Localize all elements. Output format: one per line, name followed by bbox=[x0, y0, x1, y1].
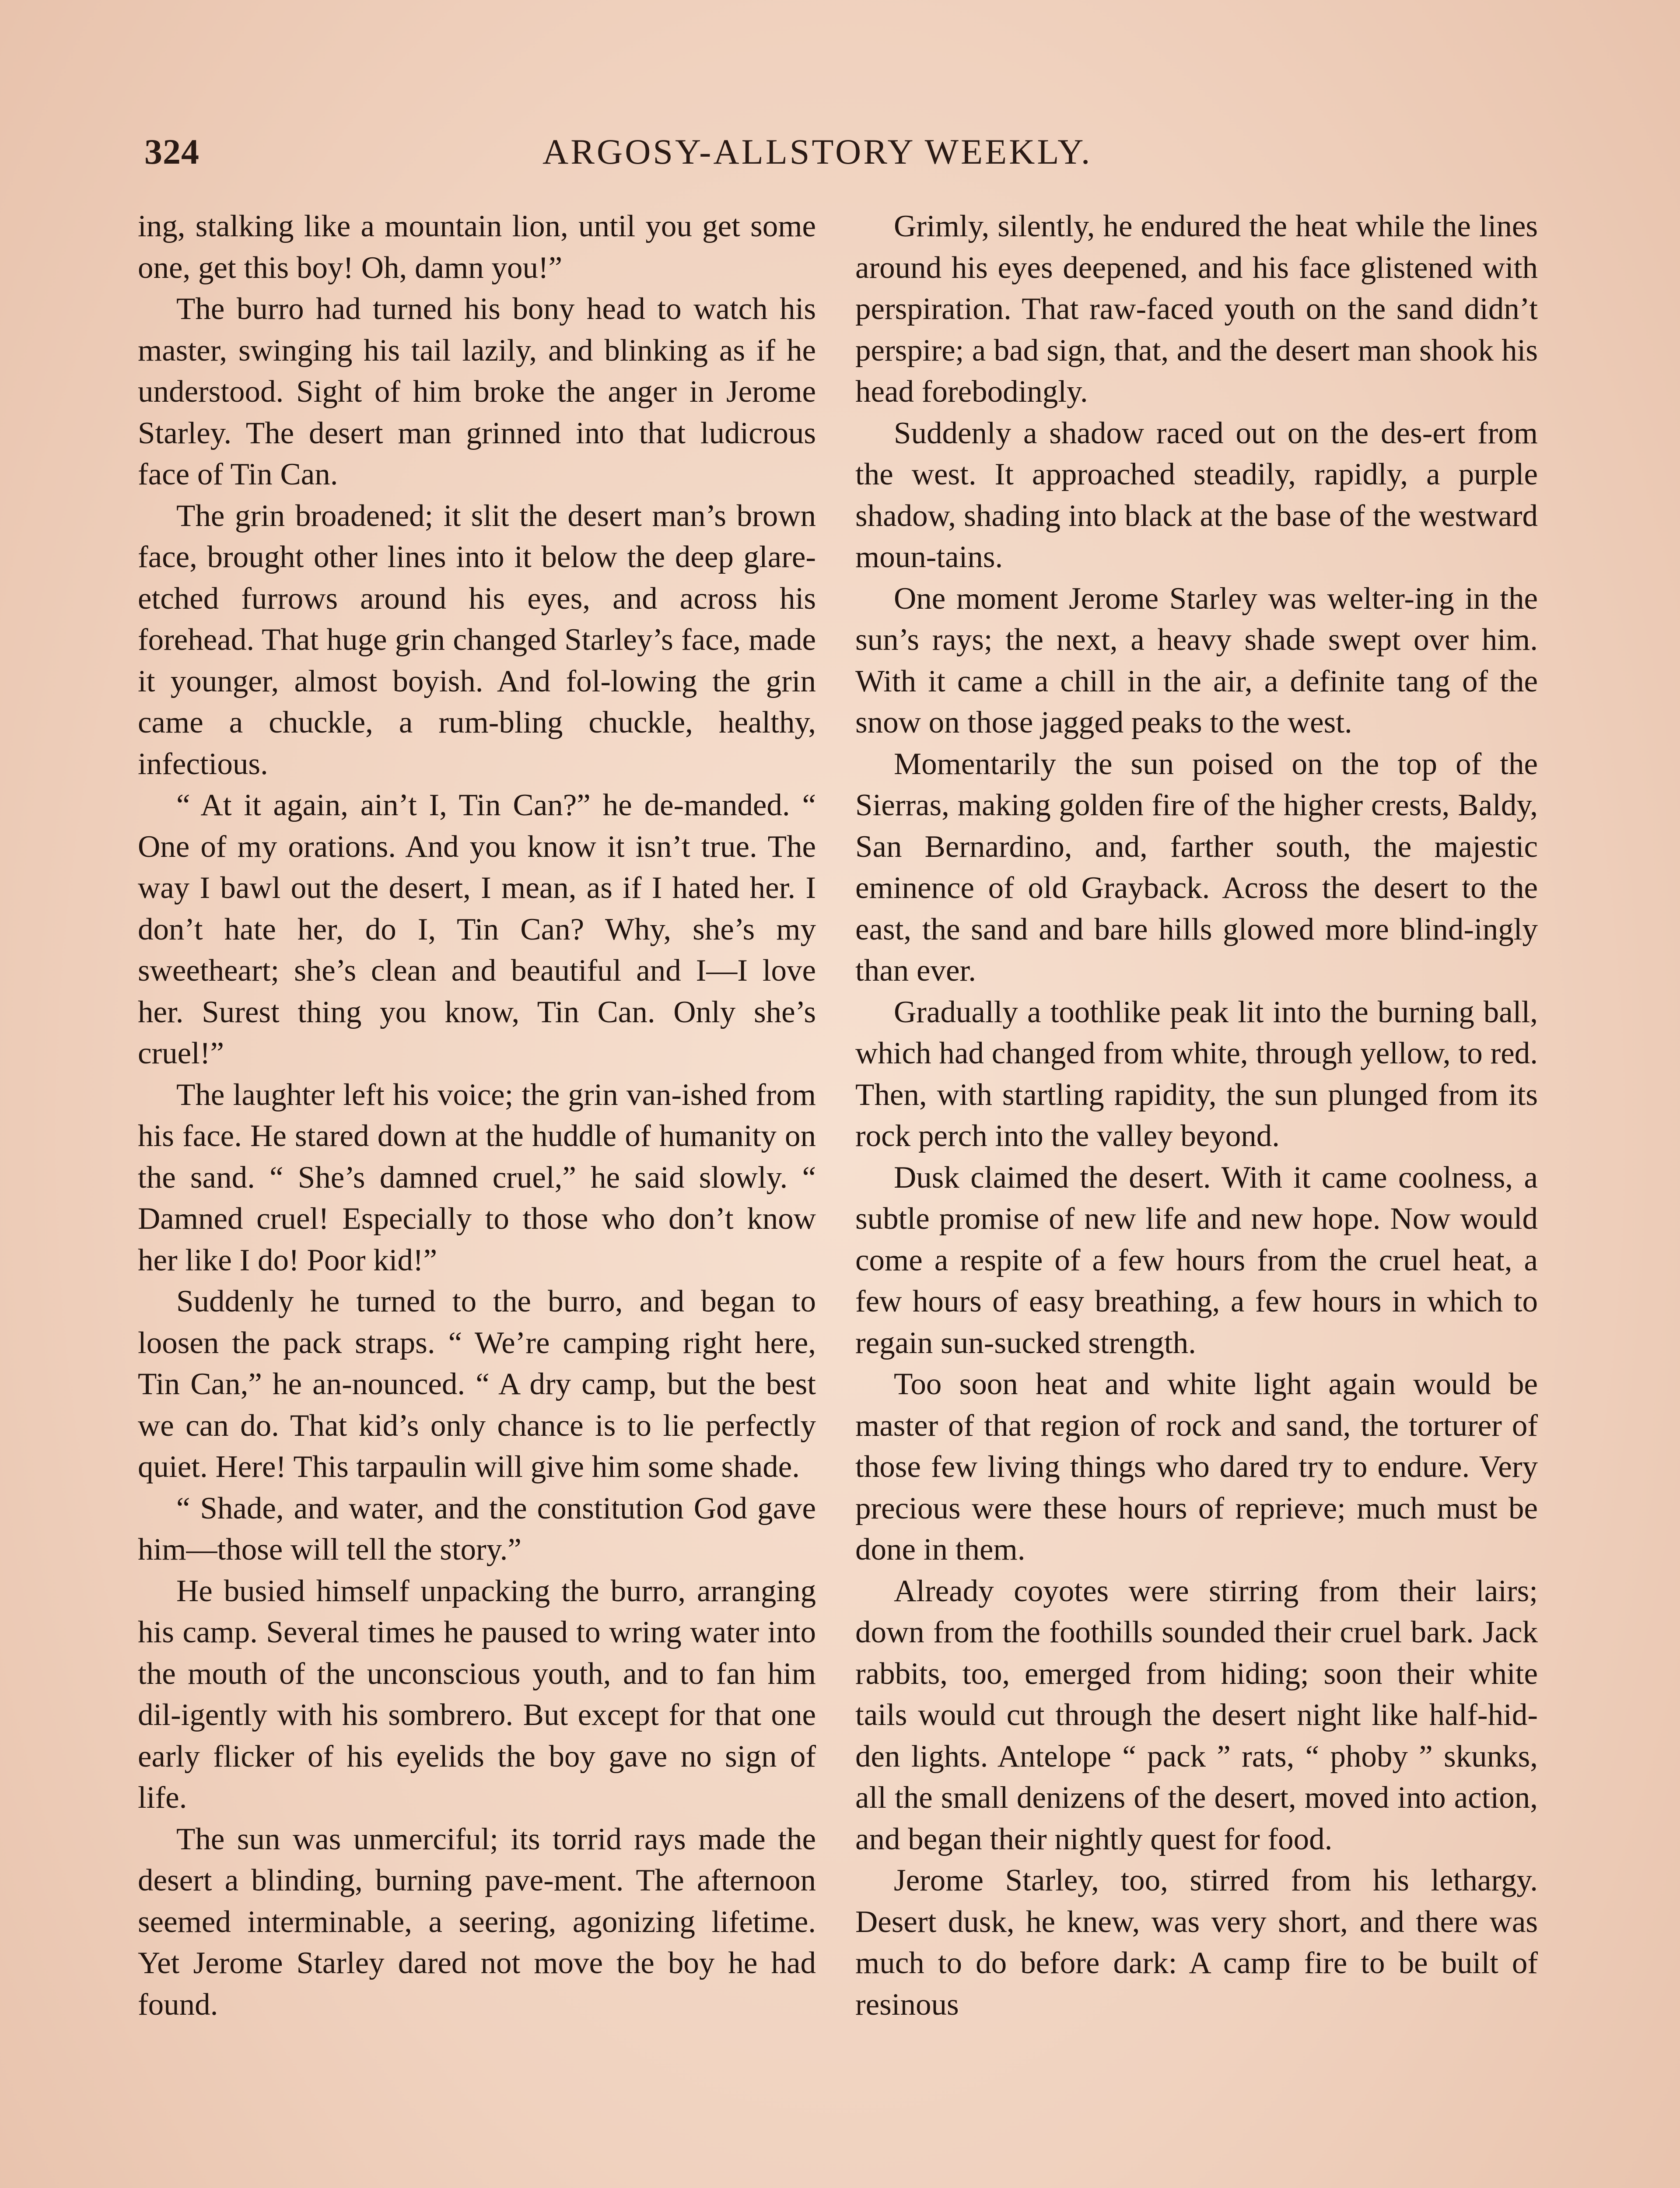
paragraph: Momentarily the sun poised on the top of the Sierras, making golden fire of the higher crests, Baldy, San Bernardino, and, farther south, the majestic eminence of old Grayback. Across the desert to the east, the sand and bare hills glowed more blind-ingly than ever. bbox=[855, 747, 1538, 988]
paragraph: Suddenly he turned to the burro, and began to loosen the pack straps. “ We’re camping right here, Tin Can,” he an-nounced. “ A dry camp, but the best we can do. That kid’s only chance is to lie perfectly quiet. Here! This tarpaulin will give him some shade. bbox=[138, 1284, 816, 1484]
paragraph: Dusk claimed the desert. With it came coolness, a subtle promise of new life and new hope. Now would come a respite of a few hours from the cruel heat, a few hours of easy breathing, a few hours in which to regain sun-sucked strength. bbox=[855, 1160, 1538, 1360]
left-column bbox=[138, 206, 816, 2025]
paragraph: ing, stalking like a mountain lion, until you get some one, get this boy! Oh, damn you!” bbox=[138, 209, 816, 285]
running-title: ARGOSY-ALLSTORY WEEKLY. bbox=[542, 132, 1092, 172]
paragraph: The grin broadened; it slit the desert man’s brown face, brought other lines into it below the deep glare-etched furrows around his eyes, and across his forehead. That huge grin changed Starley’s face, made it younger, almost boyish. And fol-lowing the grin came a chuckle, a rum-bling chuckle, healthy, infectious. bbox=[138, 498, 816, 781]
paragraph: The laughter left his voice; the grin van-ished from his face. He stared down at the huddle of humanity on the sand. “ She’s damned cruel,” he said slowly. “ Damned cruel! Especially to those who don’t know her like I do! Poor kid!” bbox=[138, 1077, 816, 1277]
paragraph: Jerome Starley, too, stirred from his lethargy. Desert dusk, he knew, was very short, and there was much to do before dark: A camp fire to be built of resinous bbox=[855, 1863, 1538, 2022]
paragraph: Suddenly a shadow raced out on the des-ert from the west. It approached steadily, rapidly, a purple shadow, shading into black at the base of the westward moun-tains. bbox=[855, 416, 1538, 574]
paragraph: “ At it again, ain’t I, Tin Can?” he de-manded. “ One of my orations. And you know it isn’t true. The way I bawl out the desert, I mean, as if I hated her. I don’t hate her, do I, Tin Can? Why, she’s my sweetheart; she’s clean and beautiful and I—I love her. Surest thing you know, Tin Can. Only she’s cruel!” bbox=[138, 788, 816, 1070]
paragraph: Gradually a toothlike peak lit into the burning ball, which had changed from white, through yellow, to red. Then, with startling rapidity, the sun plunged from its rock perch into the valley beyond. bbox=[855, 995, 1538, 1153]
paragraph: “ Shade, and water, and the constitution God gave him—those will tell the story.” bbox=[138, 1491, 816, 1567]
paragraph: Too soon heat and white light again would be master of that region of rock and sand, the torturer of those few living things who dared try to endure. Very precious were these hours of reprieve; much must be done in them. bbox=[855, 1367, 1538, 1567]
paragraph: The burro had turned his bony head to watch his master, swinging his tail lazily, and blinking as if he understood. Sight of him broke the anger in Jerome Starley. The desert man grinned into that ludicrous face of Tin Can. bbox=[138, 292, 816, 491]
right-column bbox=[855, 206, 1538, 2025]
paragraph: He busied himself unpacking the burro, arranging his camp. Several times he paused to wring water into the mouth of the unconscious youth, and to fan him dil-igently with his sombrero. But except for that one early flicker of his eyelids the boy gave no sign of life. bbox=[138, 1574, 816, 1815]
paragraph: One moment Jerome Starley was welter-ing in the sun’s rays; the next, a heavy shade swept over him. With it came a chill in the air, a definite tang of the snow on those jagged peaks to the west. bbox=[855, 581, 1538, 740]
paragraph: Grimly, silently, he endured the heat while the lines around his eyes deepened, and his face glistened with perspiration. That raw-faced youth on the sand didn’t perspire; a bad sign, that, and the desert man shook his head forebodingly. bbox=[855, 209, 1538, 409]
page-number: 324 bbox=[144, 132, 200, 172]
paragraph: The sun was unmerciful; its torrid rays made the desert a blinding, burning pave-ment. The afternoon seemed interminable, a seering, agonizing lifetime. Yet Jerome Starley dared not move the boy he had found. bbox=[138, 1822, 816, 2022]
page-header bbox=[144, 131, 1544, 179]
paragraph: Already coyotes were stirring from their lairs; down from the foothills sounded their cruel bark. Jack rabbits, too, emerged from hiding; soon their white tails would cut through the desert night like half-hid-den lights. Antelope “ pack ” rats, “ phoby ” skunks, all the small denizens of the desert, moved into action, and began their nightly quest for food. bbox=[855, 1574, 1538, 1856]
